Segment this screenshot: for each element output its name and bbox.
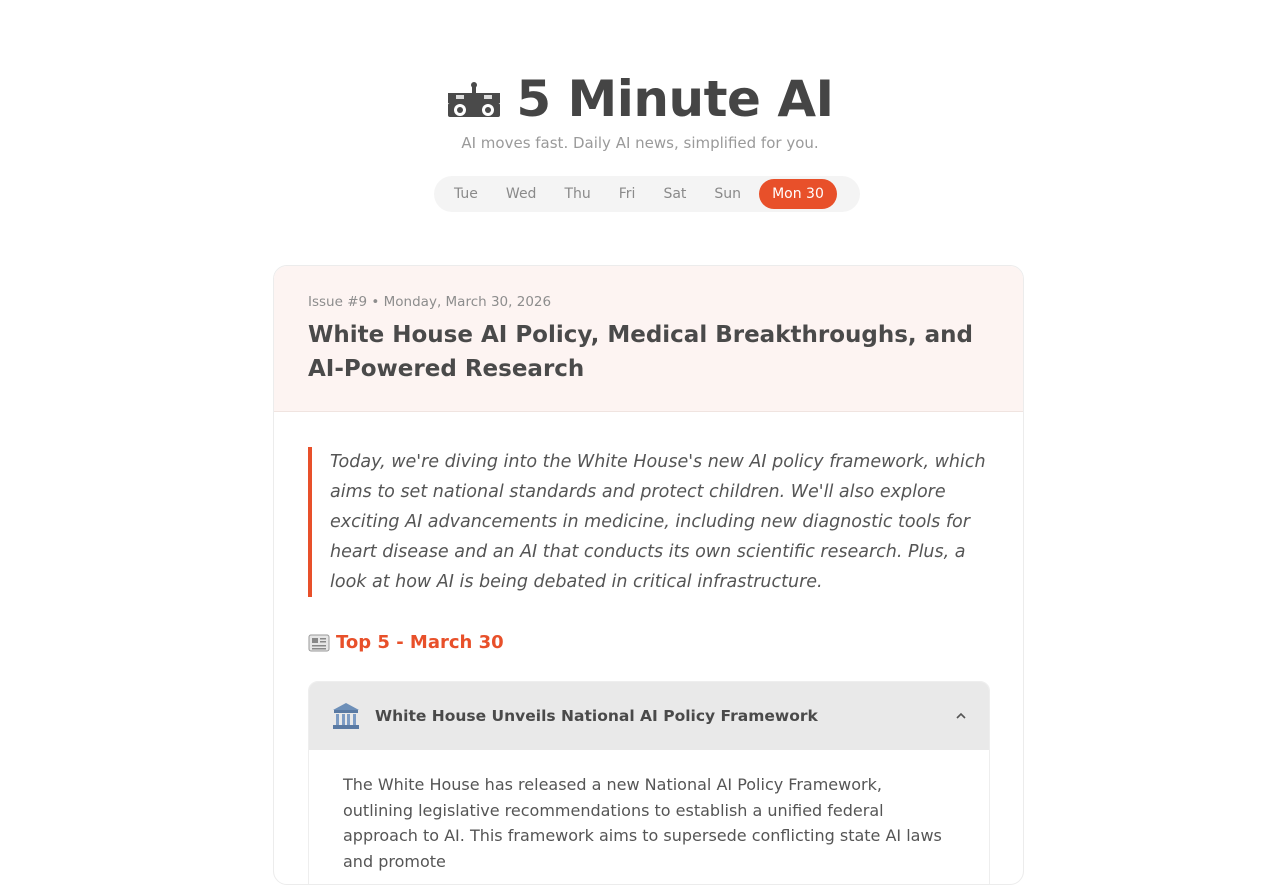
issue-intro: Today, we're diving into the White House's new AI policy framework, which aims to set national standards and protect children. We'll also explore exciting AI advancements in medicine, including new diagnostic tools for heart disease and an AI that conducts its own scientific research. Plus, a look at how AI is being debated in critical infrastructure. xyxy=(308,447,990,597)
story-body: The White House has released a new National AI Policy Framework, outlining legislative recommendations to establish a unified federal approach to AI. This framework aims to supersede conflicting state AI laws and promote xyxy=(309,750,989,885)
site-tagline: AI moves fast. Daily AI news, simplified for you. xyxy=(461,134,819,152)
issue-title: White House AI Policy, Medical Breakthroughs, and AI-Powered Research xyxy=(308,322,974,382)
issue-card xyxy=(273,265,1024,885)
site-title: 5 Minute AI xyxy=(516,70,834,128)
section-title: Top 5 - March 30 xyxy=(336,632,504,653)
day-selector xyxy=(434,176,860,212)
chevron-up-icon[interactable] xyxy=(955,708,967,724)
robot-logo-icon xyxy=(446,79,502,119)
story-accordion xyxy=(308,681,990,885)
issue-meta: Issue #9 • Monday, March 30, 2026 xyxy=(308,294,552,310)
story-title: White House Unveils National AI Policy Framework xyxy=(375,707,818,725)
day-tab-sat[interactable]: Sat xyxy=(663,186,687,202)
day-tab-sun[interactable]: Sun xyxy=(714,186,742,202)
story-toggle[interactable] xyxy=(309,682,989,750)
day-tab-fri[interactable]: Fri xyxy=(618,186,636,202)
day-tab-mon-active[interactable]: Mon 30 xyxy=(759,179,837,209)
classical-building-icon xyxy=(331,701,361,731)
newspaper-icon xyxy=(308,634,330,652)
day-tab-tue[interactable]: Tue xyxy=(454,186,478,202)
brand xyxy=(0,70,1280,128)
section-heading xyxy=(308,632,504,653)
day-tab-wed[interactable]: Wed xyxy=(505,186,537,202)
day-tab-thu[interactable]: Thu xyxy=(564,186,591,202)
issue-header xyxy=(274,266,1023,412)
